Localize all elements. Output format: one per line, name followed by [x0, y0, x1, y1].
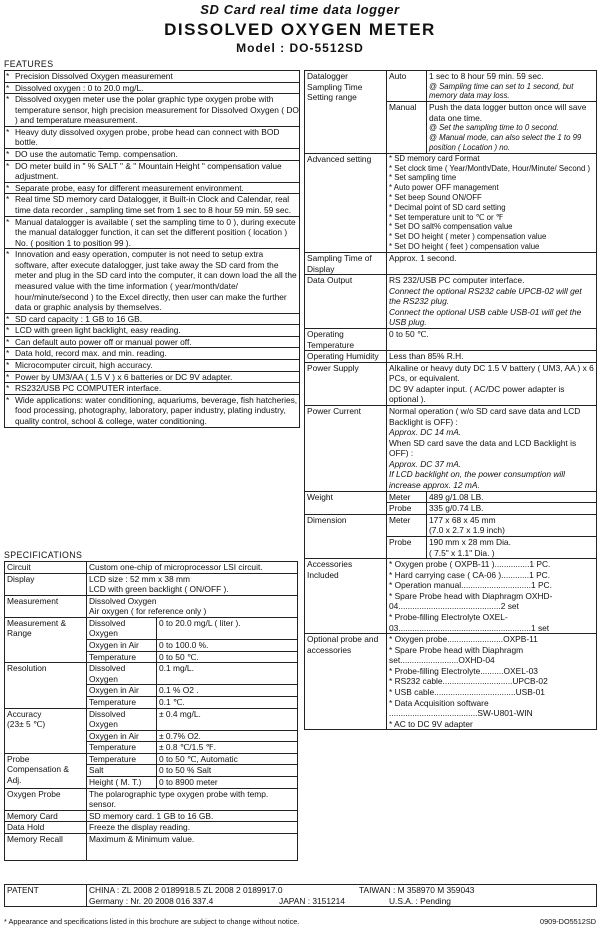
feature-item: [5, 149, 299, 161]
feature-item: [5, 83, 299, 95]
feature-text: Power by UM3/AA ( 1.5 V ) x 6 batteries or DC 9V adapter.: [15, 371, 233, 382]
accessory-item: * RS232 cable..............................UPCB-02: [389, 676, 548, 687]
bullet: *: [6, 94, 10, 105]
feature-item: [5, 71, 299, 83]
advanced-setting-list: [387, 153, 597, 252]
accessory-item: * USB cable...................................USB-01: [389, 687, 545, 698]
feature-item: [5, 337, 299, 349]
accessory-item: * Oxygen probe ( OXPB-11 )...............1 PC.: [389, 559, 551, 570]
optional-accessories-list: [387, 634, 597, 730]
patent-table: PATENT CHINA : ZL 2008 2 0189918.5 ZL 2008 2 0189917.0 TAIWAN : M 358970 M 359043 Germany : Nr. 20 2008 016 337.4 JAPAN : 3151214 U.S.A. : Pending: [4, 884, 597, 907]
bullet: *: [6, 383, 10, 394]
feature-item: [5, 194, 299, 216]
feature-item: [5, 314, 299, 326]
feature-item: [5, 94, 299, 127]
feature-item: [5, 383, 299, 395]
advanced-label: Advanced setting: [305, 153, 387, 252]
spec-row-measurement: Measurement Dissolved Oxygen Air oxygen ( for reference only ): [5, 595, 298, 617]
feature-item: [5, 161, 299, 183]
feature-text: Separate probe, easy for different measurement environment.: [15, 182, 244, 193]
product-title: DISSOLVED OXYGEN METER: [164, 20, 436, 39]
feature-text: Real time SD memory card Datalogger, it Built-in Clock and Calendar, real time data recorder , sampling time set from 1 sec to 8 hour 59 min. 59 sec.: [15, 194, 292, 215]
bullet: *: [6, 149, 10, 160]
spec-row-display: Display LCD size : 52 mm x 38 mm LCD with green backlight ( ON/OFF ).: [5, 573, 298, 595]
accessory-item: * Spare Probe head with Diaphragm set.........................OXHD-04: [389, 644, 524, 666]
advanced-setting-item: * Set DO salt% compensation value: [389, 222, 513, 232]
features-heading: FEATURES: [4, 59, 54, 69]
spec-range-label: Measurement & Range: [5, 617, 87, 662]
specifications-heading: SPECIFICATIONS: [4, 550, 83, 560]
bullet: *: [6, 336, 10, 347]
bullet: *: [6, 360, 10, 371]
feature-item: [5, 249, 299, 313]
bullet: *: [6, 82, 10, 93]
feature-text: Innovation and easy operation, computer is not need to setup extra software, after execute datalogger, just take away the SD card from the meter and plug in the SD card into the computer, it can down load the all the measured value with the time information ( year/month/date/ hour/minute/second ) to the Excel directly, then user can make the further data or graphic analysis by themselves.: [15, 249, 297, 313]
spec-row-circuit: Circuit Custom one-chip of microprocessor LSI circuit.: [5, 562, 298, 574]
bullet: *: [6, 216, 10, 227]
accessory-item: * Oxygen probe........................OXPB-11: [389, 634, 538, 645]
bullet: *: [6, 71, 10, 81]
feature-text: LCD with green light backlight, easy reading.: [15, 325, 181, 336]
accessory-item: * Spare Probe head with Diaphragm OXHD-04............................................2 set: [389, 590, 553, 612]
spec-row-probe: Oxygen Probe The polarographic type oxygen probe with temp. sensor.: [5, 788, 298, 810]
specifications-table: Circuit Custom one-chip of microprocessor LSI circuit. Display LCD size : 52 mm x 38 mm LCD with green backlight ( ON/OFF ). Measurement Dissolved Oxygen Air oxygen ( for reference only ) Measurement & Range Dissolved Oxygen 0 to 20.0 mg/L ( liter ). Oxygen in Air 0 to 100.0 %. Temperature 0 to 50 ℃. Resolution Dissolved Oxygen 0.1 mg/L. Oxygen in Air 0.1 % O2 . Temperature 0.1 ℃. Accuracy (23± 5 ℃) Dissolved Oxygen ± 0.4 mg/L. Oxygen in Air ± 0.7% O2. Temperature ± 0.8 ℃/1.5 ℉. Probe Compensation & Adj. Temperature 0 to 50 ℃, Automatic Salt 0 to 50 % Salt Height ( M. T.) 0 to 8900 meter Oxygen Probe The polarographic type oxygen probe with temp. sensor. Memory Card SD memory card. 1 GB to 16 GB. Data Hold Freeze the display reading. Memory Recall Maximum & Minimum value.: [4, 561, 298, 861]
spec-resolution-label: Resolution: [5, 663, 87, 708]
bullet: *: [6, 313, 10, 324]
features-list: [4, 70, 300, 428]
bullet: *: [6, 348, 10, 359]
brochure-subtitle: SD Card real time data logger: [200, 2, 400, 17]
advanced-setting-item: * Set temperature unit to ℃ or ℉: [389, 212, 504, 222]
bullet: *: [6, 182, 10, 193]
feature-text: Heavy duty dissolved oxygen probe, probe head can connect with BOD bottle.: [15, 126, 280, 148]
feature-text: Wide applications: water conditioning, aquariums, beverage, fish hatcheries, food processing, photography, laboratory, paper industry, plating industry, quality control, school & college, water conditioning.: [15, 394, 298, 426]
advanced-setting-item: * Set beep Sound ON/OFF: [389, 193, 482, 203]
accessory-item: * AC to DC 9V adapter: [389, 718, 473, 729]
feature-item: [5, 395, 299, 428]
specifications-table-right: Datalogger Sampling Time Setting range Auto 1 sec to 8 hour 59 min. 59 sec. @ Sampling time can set to 1 second, but memory data may loss. Manual Push the data logger button once will save data one time. @ Set the sampling time to 0 second. @ Manual mode, can also select the 1 to 99 position ( Location ) no. Advanced setting * SD memory card Format * Set clock time ( Year/Month/Date, Hour/Minute/ Second ) * Set sampling time * Auto power OFF management * Set beep Sound ON/OFF * Decimal point of SD card setting * Set temperature unit to ℃ or ℉ * Set DO salt% compensation value * Set DO height ( meter ) compensation value * Set DO height ( feet ) compensation value Sampling Time of Display Approx. 1 second. Data Output RS 232/USB PC computer interface. Connect the optional RS232 cable UPCB-02 will get the RS232 plug. Connect the optional USB cable USB-01 will get the USB plug. Operating Temperature 0 to 50 ℃. Operating Humidity Less than 85% R.H. Power Supply Alkaline or heavy duty DC 1.5 V battery ( UM3, AA ) x 6 PCs, or equivalent. DC 9V adapter input. ( AC/DC power adapter is optional ). Power Current Normal operation ( w/o SD card save data and LCD Backlight is OFF) : Approx. DC 14 mA. When SD card save the data and LCD Backlight is OFF) : Approx. DC 37 mA. If LCD backlight on, the power consumption will increase approx. 12 mA. Weight Meter 489 g/1.08 LB. Probe 335 g/0.74 LB. Dimension Meter 177 x 68 x 45 mm (7.0 x 2.7 x 1.9 inch) Probe 190 mm x 28 mm Dia. ( 7.5" x 1.1" Dia. ) Accessories Included * Oxygen probe ( OXPB-11 )...............1 PC. * Hard carrying case ( CA-06 )............1 PC. * Operation manual..............................1 PC. * Spare Probe head with Diaphragm OXHD-04............................................2 set * Probe-filling Electrolyte OXEL-03.........................................................1 set Optional probe and accessories * Oxygen probe........................OXPB-11 * Spare Probe head with Diaphragm set.........................OXHD-04 * Probe-filling Electrolyte..........OXEL-03 * RS232 cable..............................UPCB-02 * USB cable...................................USB-01 * Data Acquisition software ......................................SW-U801-WIN * AC to DC 9V adapter: [304, 70, 597, 730]
accessory-item: * Probe-filling Electrolyte OXEL-03.........................................................1 set: [389, 612, 550, 633]
feature-item: [5, 325, 299, 337]
advanced-setting-item: * SD memory card Format: [389, 153, 480, 163]
feature-text: Data hold, record max. and min. reading.: [15, 348, 167, 359]
spec-row-memory: Memory Card SD memory card. 1 GB to 16 GB.: [5, 810, 298, 822]
feature-text: Can default auto power off or manual power off.: [15, 336, 192, 347]
feature-item: [5, 183, 299, 195]
bullet: *: [6, 325, 10, 336]
footnote: * Appearance and specifications listed in this brochure are subject to change without notice.: [4, 917, 300, 926]
accessories-list: [387, 559, 597, 634]
spec-row-recall: Memory Recall Maximum & Minimum value.: [5, 833, 298, 860]
accessory-item: * Probe-filling Electrolyte..........OXEL-03: [389, 665, 538, 676]
feature-text: SD card capacity : 1 GB to 16 GB.: [15, 313, 143, 324]
bullet: *: [6, 126, 10, 137]
bullet: *: [6, 160, 10, 171]
accessory-item: * Operation manual..............................1 PC.: [389, 580, 552, 591]
feature-text: Dissolved oxygen meter use the polar graphic type oxygen probe with temperature sensor, high precision measurement for Dissolved Oxygen ( DO ) and temperature measurement.: [15, 94, 299, 126]
feature-text: DO use the automatic Temp. compensation.: [15, 149, 178, 160]
advanced-setting-item: * Set clock time ( Year/Month/Date, Hour/Minute/ Second ): [389, 163, 591, 173]
feature-text: DO meter build in " % SALT " & " Mountain Height " compensation value adjustment.: [15, 160, 282, 182]
accessory-item: * Data Acquisition software ......................................SW-U801-WIN: [389, 697, 533, 719]
spec-accuracy-label: Accuracy (23± 5 ℃): [5, 708, 87, 753]
feature-text: Dissolved oxygen : 0 to 20.0 mg/L.: [15, 82, 144, 93]
bullet: *: [6, 394, 10, 405]
feature-item: [5, 372, 299, 384]
bullet: *: [6, 371, 10, 382]
feature-item: [5, 127, 299, 149]
advanced-setting-item: * Auto power OFF management: [389, 183, 499, 193]
feature-text: Microcomputer circuit, high accuracy.: [15, 360, 153, 371]
feature-item: [5, 348, 299, 360]
datalogger-label: Datalogger Sampling Time Setting range: [305, 71, 387, 154]
feature-text: RS232/USB PC COMPUTER interface.: [15, 383, 162, 394]
spec-compensation-label: Probe Compensation & Adj.: [5, 753, 87, 788]
feature-text: Precision Dissolved Oxygen measurement: [15, 71, 173, 81]
spec-row-hold: Data Hold Freeze the display reading.: [5, 822, 298, 834]
bullet: *: [6, 194, 10, 205]
accessory-item: * Hard carrying case ( CA-06 )............1 PC.: [389, 569, 551, 580]
advanced-setting-item: * Set DO height ( meter ) compensation value: [389, 232, 547, 242]
feature-text: Manual datalogger is available ( set the sampling time to 0 ), during execute the manual datalogger function, it can set the different position ( location ) No. ( position 1 to position 99 ).: [15, 216, 296, 248]
feature-item: [5, 217, 299, 250]
advanced-setting-item: * Set sampling time: [389, 173, 457, 183]
advanced-setting-item: * Decimal point of SD card setting: [389, 202, 506, 212]
advanced-setting-item: * Set DO height ( feet ) compensation value: [389, 242, 540, 252]
feature-item: [5, 360, 299, 372]
model-number: Model : DO-5512SD: [236, 41, 364, 55]
bullet: *: [6, 249, 10, 260]
document-code: 0909-DO5512SD: [540, 917, 596, 926]
